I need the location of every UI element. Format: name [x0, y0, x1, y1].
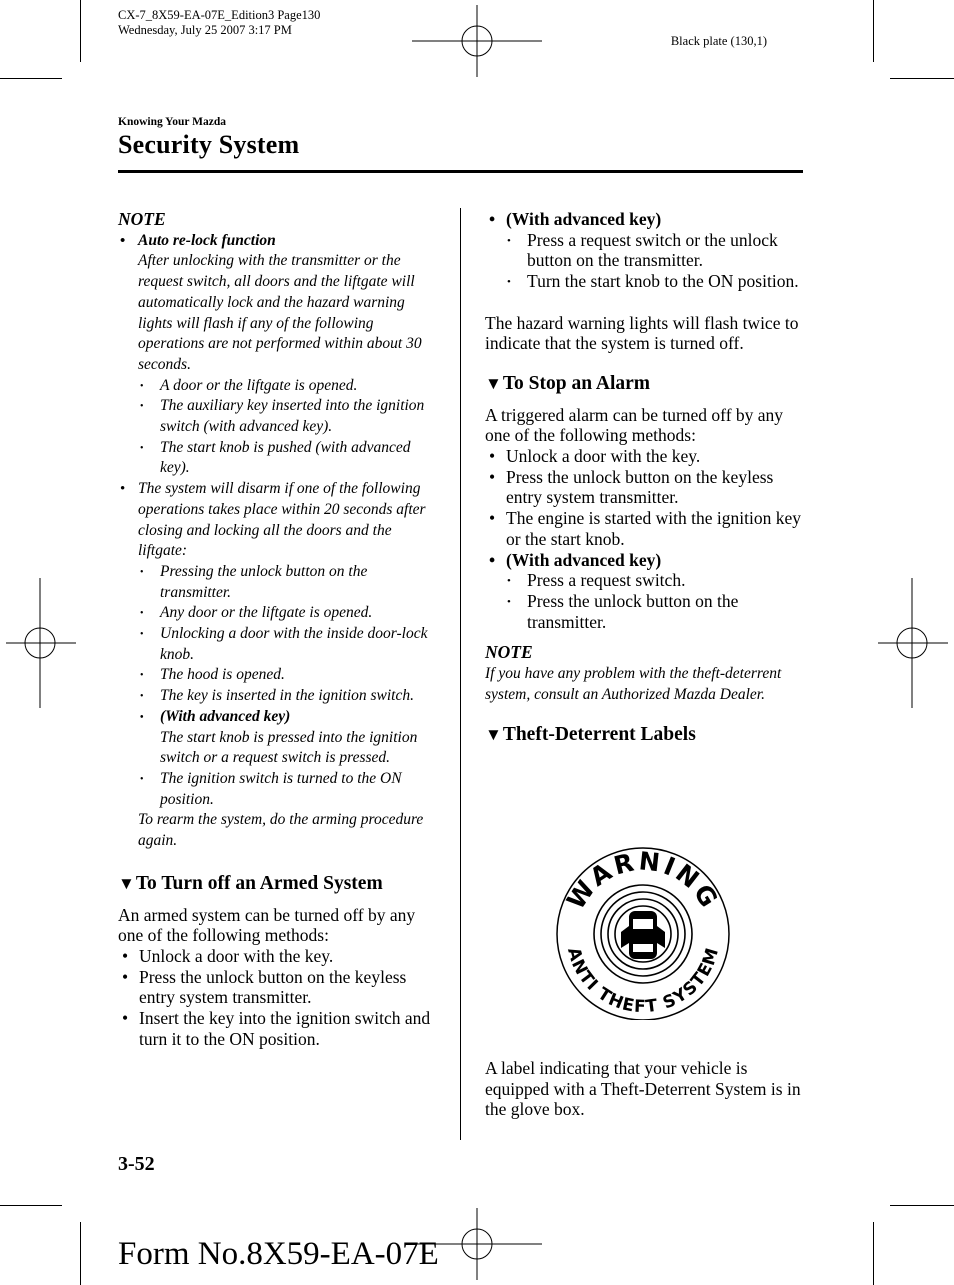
- list-item: • Press the unlock button on the keyless entry system transmitter.: [485, 467, 805, 508]
- left-column: [118, 209, 440, 1049]
- note-sub-item: • Pressing the unlock button on the transmitter.: [118, 562, 440, 603]
- list-item: • Insert the key into the ignition switch and turn it to the ON position.: [118, 1008, 440, 1049]
- section-label: Knowing Your Mazda: [118, 116, 226, 128]
- note-title: NOTE: [485, 642, 533, 663]
- crop-mark: [80, 1222, 81, 1285]
- paragraph: An armed system can be turned off by any one of the following methods:: [118, 904, 416, 946]
- crop-mark: [873, 0, 874, 62]
- note-sub-item: • The auxiliary key inserted into the ignition switch (with advanced key).: [118, 396, 440, 437]
- registration-mark-icon: [6, 578, 76, 708]
- note-sub-item: • The key is inserted in the ignition switch.: [118, 686, 440, 707]
- crop-mark: [80, 0, 81, 62]
- form-number: Form No.8X59-EA-07E: [118, 1236, 439, 1272]
- note-rearm-text: To rearm the system, do the arming procedure again.: [138, 811, 424, 850]
- crop-mark: [890, 1205, 954, 1206]
- note-sub-head: • (With advanced key): [118, 707, 440, 728]
- print-info-line1: CX-7_8X59-EA-07E_Edition3 Page130: [118, 8, 321, 22]
- right-column: [485, 209, 805, 756]
- note-sub-item: • The ignition switch is turned to the ON position.: [118, 769, 440, 810]
- plate-label: Black plate (130,1): [670, 34, 767, 48]
- paragraph: A triggered alarm can be turned off by any one of the following methods:: [485, 404, 784, 446]
- list-item-head: • (With advanced key): [485, 209, 805, 230]
- label-top-text: WARNING: [561, 846, 725, 915]
- note-sub-text: The start knob is pressed into the ignition switch or a request switch is pressed.: [160, 728, 418, 767]
- section-heading: [118, 874, 440, 895]
- note-block: [118, 231, 440, 852]
- list-item: • Unlock a door with the key.: [485, 446, 805, 467]
- note-title: NOTE: [118, 209, 166, 229]
- section-heading-text: To Stop an Alarm: [502, 372, 651, 394]
- spacer: [485, 292, 805, 313]
- sub-list-item: • Press a request switch or the unlock button on the transmitter.: [485, 230, 805, 271]
- section-heading: [485, 725, 805, 746]
- note-sub-item: • Any door or the liftgate is opened.: [118, 603, 440, 624]
- registration-mark-icon: [878, 578, 948, 708]
- list-item: • The engine is started with the ignition key or the start knob.: [485, 508, 805, 549]
- note-bullet: • The system will disarm if one of the following operations takes place within 20 seconds after closing and locking all the doors and the liftgate:: [118, 479, 440, 562]
- anti-theft-label-icon: [553, 840, 733, 1020]
- crop-mark: [0, 1205, 62, 1206]
- note-sub-item: • The hood is opened.: [118, 665, 440, 686]
- section-heading-text: To Turn off an Armed System: [135, 872, 383, 894]
- sub-list-item: • Press the unlock button on the transmitter.: [485, 591, 805, 632]
- section-heading: [485, 374, 805, 395]
- list-item: • Unlock a door with the key.: [118, 946, 440, 967]
- crop-mark: [873, 1222, 874, 1285]
- note-sub-item: • Unlocking a door with the inside door-lock knob.: [118, 624, 440, 665]
- section-heading-text: Theft-Deterrent Labels: [502, 724, 696, 746]
- triangle-down-icon: ▼: [485, 725, 502, 745]
- triangle-down-icon: ▼: [118, 873, 135, 893]
- note-bullet-head: • Auto re-lock function: [118, 231, 440, 252]
- print-info: [118, 8, 320, 38]
- list-item: • Press the unlock button on the keyless entry system transmitter.: [118, 967, 440, 1008]
- theft-deterrent-label: [553, 840, 733, 1020]
- crop-mark: [0, 78, 62, 79]
- note-sub-item: • The start knob is pushed (with advanced key).: [118, 438, 440, 479]
- page-title: Security System: [118, 130, 300, 159]
- column-divider: [460, 208, 461, 1140]
- paragraph: The hazard warning lights will flash twice to indicate that the system is turned off.: [485, 312, 799, 354]
- page-number: 3-52: [118, 1153, 155, 1175]
- note-sub-item: • A door or the liftgate is opened.: [118, 376, 440, 397]
- list-item-head: • (With advanced key): [485, 550, 805, 571]
- note-text: After unlocking with the transmitter or the request switch, all doors and the liftgate will automatically lock and the hazard warning lights will flash if any of the following operations are not performed within about 30 seconds.: [138, 252, 422, 373]
- registration-mark-icon: [412, 5, 542, 77]
- label-bottom-text: ANTI THEFT SYSTEM: [562, 944, 724, 1018]
- crop-mark: [890, 78, 954, 79]
- print-info-line2: Wednesday, July 25 2007 3:17 PM: [118, 23, 292, 37]
- sub-list-item: • Press a request switch.: [485, 570, 805, 591]
- label-caption: A label indicating that your vehicle is equipped with a Theft-Deterrent System is in the glove box.: [485, 1058, 801, 1120]
- triangle-down-icon: ▼: [485, 373, 502, 393]
- sub-list-item: • Turn the start knob to the ON position.: [485, 271, 805, 292]
- title-rule: [118, 170, 803, 173]
- note-text: If you have any problem with the theft-deterrent system, consult an Authorized Mazda Dealer.: [485, 665, 782, 703]
